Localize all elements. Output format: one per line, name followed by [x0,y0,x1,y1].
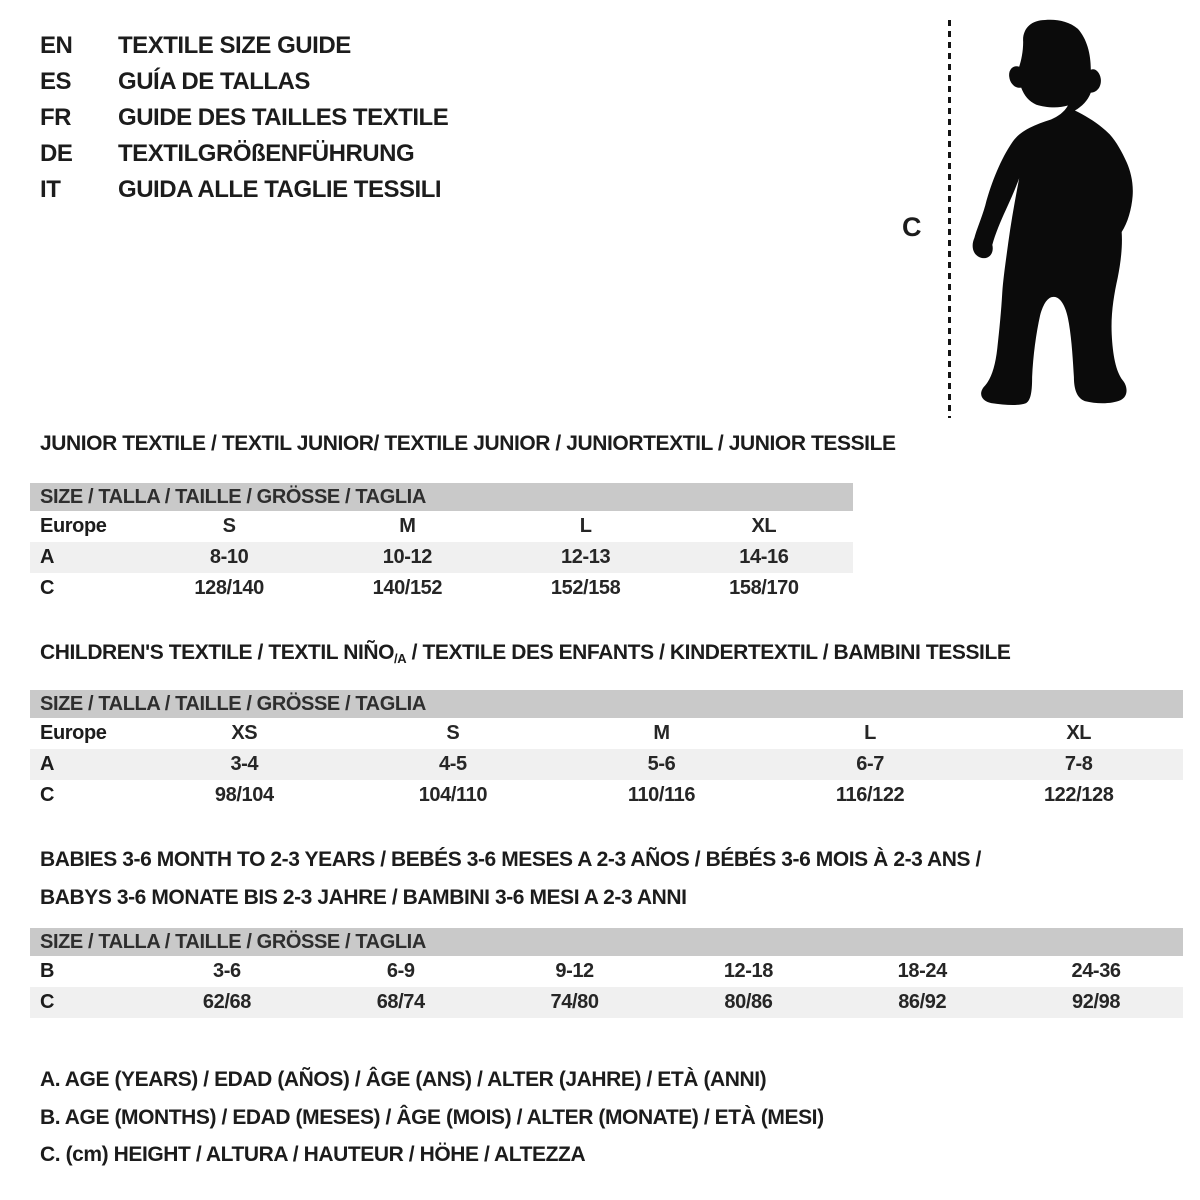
size-cell: M [399,515,416,537]
age-cell: 4-5 [439,753,467,775]
size-cell: M [653,722,670,744]
row-label: C [40,577,55,599]
row-label: A [40,753,55,775]
guide-title-de: TEXTILGRÖßENFÜHRUNG [118,140,415,167]
note-a-age-years: A. AGE (YEARS) / EDAD (AÑOS) / ÂGE (ANS) / ALTER (JAHRE) / ETÀ (ANNI) [40,1068,767,1091]
size-cell: S [446,722,460,744]
row-label: B [40,960,55,982]
size-header-label: SIZE / TALLA / TAILLE / GRÖSSE / TAGLIA [40,930,426,953]
size-cell: XL [1066,722,1092,744]
children-title-post: / TEXTILE DES ENFANTS / KINDERTEXTIL / BAMBINI TESSILE [406,641,1011,664]
row-label: Europe [40,722,107,744]
height-cell: 152/158 [550,577,621,599]
table-row-europe [30,718,1183,749]
guide-title-it: GUIDA ALLE TAGLIE TESSILI [118,176,442,203]
children-section-title [40,641,1010,666]
note-c-height-cm: C. (cm) HEIGHT / ALTURA / HAUTEUR / HÖHE / ALTEZZA [40,1143,586,1166]
children-size-table [30,690,1183,811]
language-code: ES [40,68,72,95]
table-row-europe [30,511,853,542]
row-label: C [40,991,55,1013]
age-cell: 14-16 [739,546,789,568]
height-cell: 158/170 [729,577,799,599]
size-header-label: SIZE / TALLA / TAILLE / GRÖSSE / TAGLIA [40,485,426,508]
language-title-list [40,28,448,208]
height-cell: 116/122 [835,784,905,806]
guide-title-fr: GUIDE DES TAILLES TEXTILE [118,104,449,131]
age-cell: 9-12 [555,960,594,982]
children-title-pre: CHILDREN'S TEXTILE / TEXTIL NIÑO [40,641,395,664]
age-cell: 3-6 [213,960,241,982]
height-measure-line [948,20,951,418]
age-cell: 12-13 [561,546,611,568]
age-cell: 7-8 [1064,753,1093,775]
language-row-en [40,28,448,64]
language-row-fr [40,100,448,136]
table-row-height [30,780,1183,811]
language-row-it [40,172,448,208]
size-header-bar [30,928,1183,956]
height-cell: 68/74 [376,991,425,1013]
height-cell: 104/110 [418,784,488,806]
guide-title-es: GUÍA DE TALLAS [118,68,310,95]
table-row-age-months [30,956,1183,987]
row-label: C [40,784,55,806]
height-cell: 62/68 [202,991,251,1013]
age-cell: 24-36 [1071,960,1121,982]
height-measure-label: C [902,212,922,242]
size-cell: L [864,722,876,744]
size-cell: XS [231,722,258,744]
height-cell: 140/152 [372,577,443,599]
size-header-label: SIZE / TALLA / TAILLE / GRÖSSE / TAGLIA [40,692,426,715]
junior-size-table [30,483,853,604]
table-row-age [30,542,853,573]
row-label: A [40,546,55,568]
table-row-height [30,987,1183,1018]
baby-silhouette-icon [958,16,1154,424]
babies-section-title-line1: BABIES 3-6 MONTH TO 2-3 YEARS / BEBÉS 3-6 MESES A 2-3 AÑOS / BÉBÉS 3-6 MOIS À 2-3 ANS / [40,848,981,871]
age-cell: 5-6 [647,753,676,775]
height-cell: 92/98 [1072,991,1121,1013]
language-code: EN [40,32,73,59]
language-row-es [40,64,448,100]
size-cell: XL [751,515,777,537]
age-cell: 18-24 [897,960,947,982]
height-cell: 74/80 [550,991,599,1013]
row-label: Europe [40,515,107,537]
language-code: DE [40,140,73,167]
height-cell: 122/128 [1043,784,1114,806]
babies-size-table [30,928,1183,1018]
size-header-bar [30,483,853,511]
size-cell: S [222,515,236,537]
language-code: IT [40,176,61,203]
size-cell: L [579,515,592,537]
height-cell: 86/92 [898,991,947,1013]
children-title-subscript: /A [394,651,407,666]
age-cell: 6-9 [386,960,415,982]
language-row-de [40,136,448,172]
table-row-age [30,749,1183,780]
age-cell: 10-12 [382,546,432,568]
age-cell: 6-7 [856,753,884,775]
note-b-age-months: B. AGE (MONTHS) / EDAD (MESES) / ÂGE (MOIS) / ALTER (MONATE) / ETÀ (MESI) [40,1106,824,1129]
guide-title-en: TEXTILE SIZE GUIDE [118,32,351,59]
language-code: FR [40,104,72,131]
height-cell: 128/140 [194,577,264,599]
age-cell: 8-10 [209,546,249,568]
babies-section-title-line2: BABYS 3-6 MONATE BIS 2-3 JAHRE / BAMBINI 3-6 MESI A 2-3 ANNI [40,886,687,909]
height-cell: 80/86 [724,991,773,1013]
size-header-bar [30,690,1183,718]
age-cell: 12-18 [723,960,773,982]
junior-section-title: JUNIOR TEXTILE / TEXTIL JUNIOR/ TEXTILE JUNIOR / JUNIORTEXTIL / JUNIOR TESSILE [40,432,896,455]
age-cell: 3-4 [230,753,259,775]
height-cell: 110/116 [627,784,696,806]
table-row-height [30,573,853,604]
height-cell: 98/104 [214,784,274,806]
